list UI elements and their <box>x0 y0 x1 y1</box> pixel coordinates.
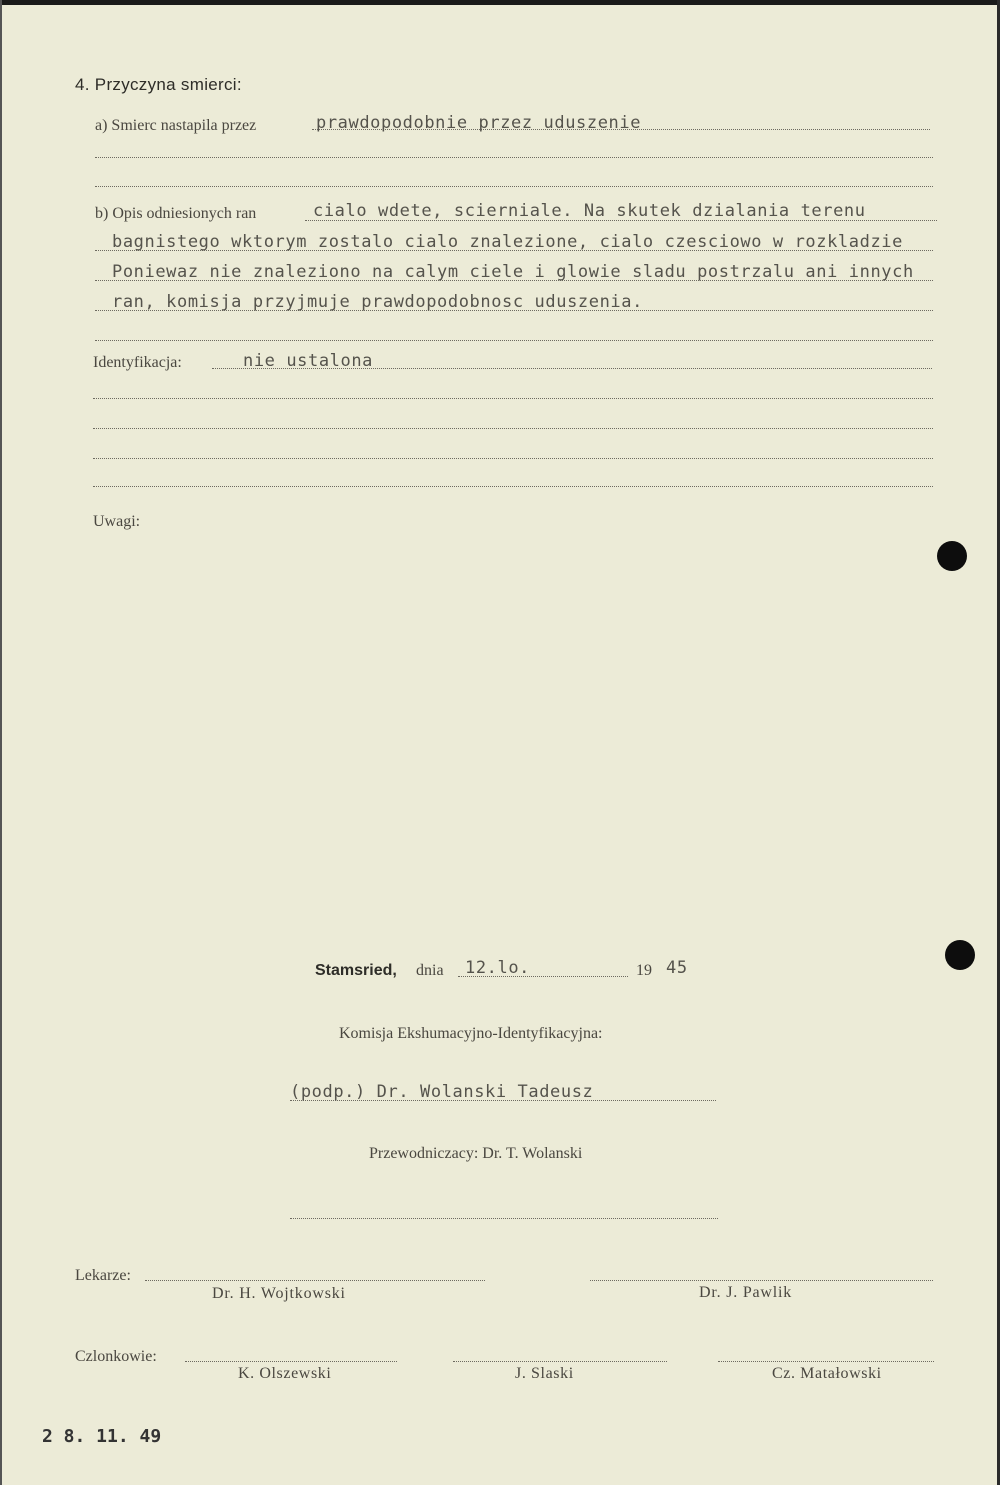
section-heading: 4. Przyczyna smierci: <box>75 75 242 94</box>
wounds-line-3: Poniewaz nie znaleziono na calym ciele i glowie sladu postrzalu ani innych <box>112 262 914 282</box>
place: Stamsried, <box>315 962 397 979</box>
member-name: Cz. Matałowski <box>772 1365 882 1382</box>
signed-value: (podp.) Dr. Wolanski Tadeusz <box>290 1082 594 1102</box>
wounds-line-4: ran, komisja przyjmuje prawdopodobnosc uduszenia. <box>112 292 643 312</box>
identification-label: Identyfikacja: <box>93 354 182 371</box>
doctor-name: Dr. H. Wojtkowski <box>212 1285 346 1302</box>
blank-line <box>93 398 933 399</box>
commission-title: Komisja Ekshumacyjno-Identyfikacyjna: <box>339 1025 603 1042</box>
blank-line <box>93 486 933 487</box>
chairman: Przewodniczacy: Dr. T. Wolanski <box>369 1145 583 1162</box>
blank-line <box>95 340 933 341</box>
member-name: K. Olszewski <box>238 1365 332 1382</box>
cause-label: a) Smierc nastapila przez <box>95 117 257 134</box>
member-signature-line <box>718 1361 934 1362</box>
blank-line <box>93 428 933 429</box>
member-signature-line <box>453 1361 667 1362</box>
archive-stamp: 2 8. 11. 49 <box>42 1426 162 1447</box>
wounds-label: b) Opis odniesionych ran <box>95 205 257 222</box>
wounds-line-2: bagnistego wktorym zostalo cialo znalezione, cialo czesciowo w rozkladzie <box>112 232 903 252</box>
doctor-signature-line <box>145 1280 485 1281</box>
doctor-signature-line <box>590 1280 933 1281</box>
member-name: J. Slaski <box>515 1365 574 1382</box>
blank-line <box>95 186 933 187</box>
doctors-label: Lekarze: <box>75 1267 131 1284</box>
punch-hole <box>937 541 967 571</box>
blank-line <box>290 1218 718 1219</box>
scan-edge-left <box>0 0 2 1485</box>
blank-line <box>93 458 933 459</box>
remarks-label: Uwagi: <box>93 513 141 530</box>
identification-value: nie ustalona <box>243 351 374 371</box>
year-prefix: 19 <box>636 962 652 979</box>
members-label: Czlonkowie: <box>75 1348 157 1365</box>
member-signature-line <box>185 1361 397 1362</box>
doctor-name: Dr. J. Pawlik <box>699 1284 793 1301</box>
wounds-line-1: cialo wdete, scierniale. Na skutek dzialania terenu <box>313 201 866 221</box>
date-value: 12.lo. <box>465 958 531 978</box>
date-label: dnia <box>416 962 444 979</box>
blank-line <box>95 157 933 158</box>
punch-hole <box>945 940 975 970</box>
scan-edge-top <box>0 0 1000 5</box>
cause-value: prawdopodobnie przez uduszenie <box>316 113 642 133</box>
year-suffix: 45 <box>666 958 688 978</box>
